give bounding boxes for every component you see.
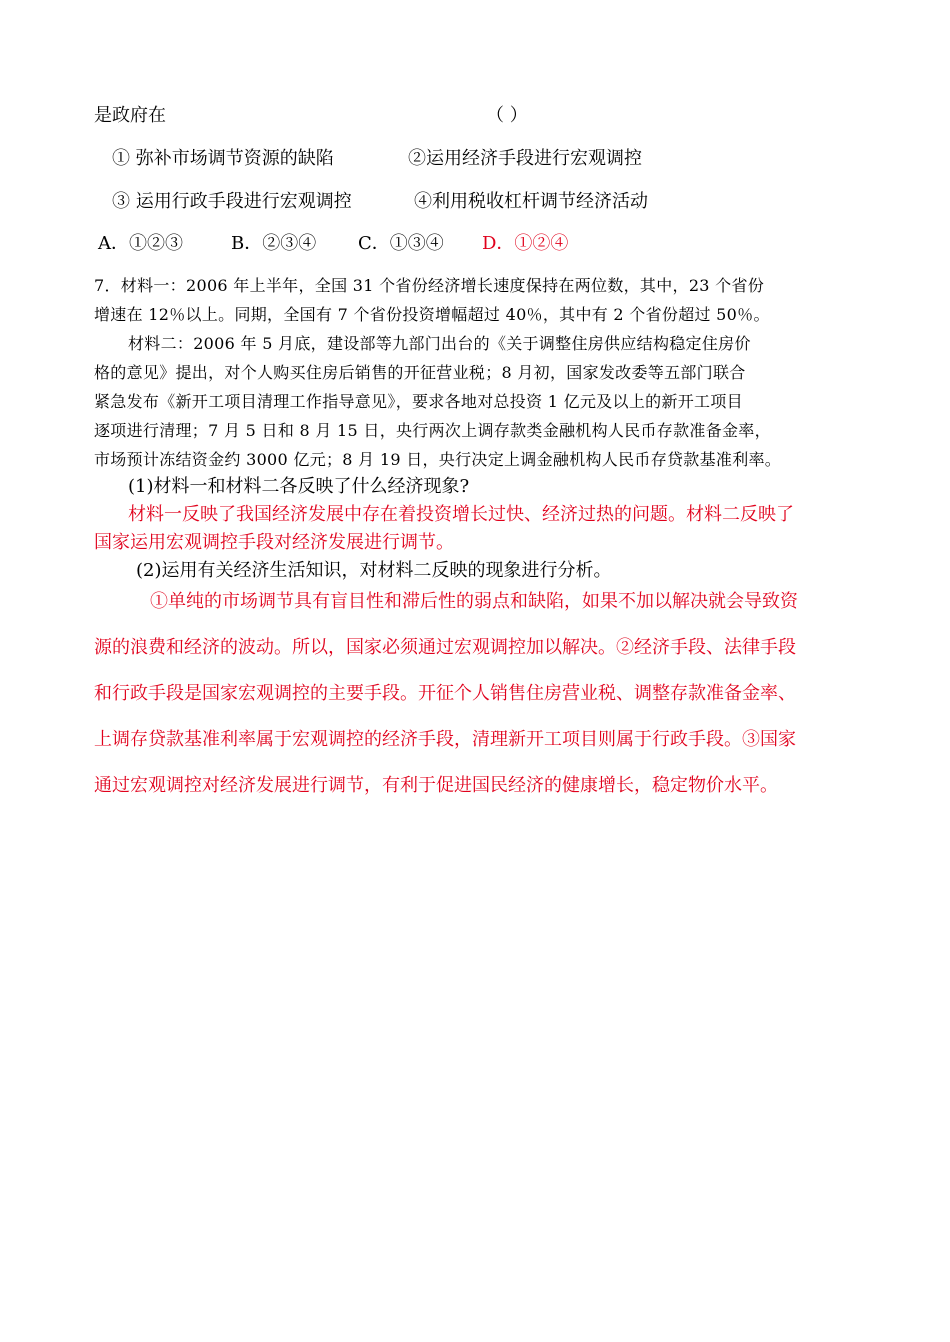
q7-sub2-answer-line-5: 通过宏观调控对经济发展进行调节，有利于促进国民经济的健康增长，稳定物价水平。: [94, 775, 778, 796]
q7-material1-line-1: 7．材料一：2006 年上半年，全国 31 个省份经济增长速度保持在两位数，其中，23 个省份: [94, 276, 765, 295]
q7-sub2-answer-line-2: 源的浪费和经济的波动。所以，国家必须通过宏观调控加以解决。②经济手段、法律手段: [94, 637, 796, 658]
q7-sub1-answer-line-1: 材料一反映了我国经济发展中存在着投资增长过快、经济过热的问题。材料二反映了: [128, 504, 794, 525]
q7-sub2-answer-line-1: ①单纯的市场调节具有盲目性和滞后性的弱点和缺陷，如果不加以解决就会导致资: [150, 591, 798, 612]
q7-material2-line-1: 材料二：2006 年 5 月底，建设部等九部门出台的《关于调整住房供应结构稳定住房价: [128, 334, 751, 353]
q6-option-4: ④利用税收杠杆调节经济活动: [414, 191, 648, 212]
q7-material2-line-4: 逐项进行清理；7 月 5 日和 8 月 15 日，央行两次上调存款类金融机构人民币存款准备金率，: [94, 421, 771, 440]
q6-stem-end: 是政府在: [94, 105, 166, 126]
q6-choice-d-correct: D．①②④: [482, 233, 569, 254]
q7-sub2-question: (2)运用有关经济生活知识，对材料二反映的现象进行分析。: [136, 560, 612, 581]
q6-choice-c: C．①③④: [358, 233, 444, 254]
q7-sub1-answer-line-2: 国家运用宏观调控手段对经济发展进行调节。: [94, 532, 454, 553]
q6-choice-b: B．②③④: [231, 233, 317, 254]
q7-sub2-answer-line-3: 和行政手段是国家宏观调控的主要手段。开征个人销售住房营业税、调整存款准备金率、: [94, 683, 796, 704]
q7-sub1-question: (1)材料一和材料二各反映了什么经济现象?: [128, 476, 470, 497]
q6-option-2: ②运用经济手段进行宏观调控: [408, 148, 642, 169]
q7-material2-line-5: 市场预计冻结资金约 3000 亿元；8 月 19 日，央行决定上调金融机构人民币存贷款基准利率。: [94, 450, 782, 469]
q7-material2-line-2: 格的意见》提出，对个人购买住房后销售的开征营业税；8 月初，国家发改委等五部门联合: [94, 363, 746, 382]
q7-material1-line-2: 增速在 12％以上。同期，全国有 7 个省份投资增幅超过 40％，其中有 2 个省份超过 50％。: [94, 305, 770, 324]
q7-material2-line-3: 紧急发布《新开工项目清理工作指导意见》，要求各地对总投资 1 亿元及以上的新开工项目: [94, 392, 743, 411]
q6-option-1: ① 弥补市场调节资源的缺陷: [112, 148, 334, 169]
q7-sub2-answer-line-4: 上调存贷款基准利率属于宏观调控的经济手段，清理新开工项目则属于行政手段。③国家: [94, 729, 796, 750]
q6-choice-a: A．①②③: [98, 233, 183, 254]
q6-answer-paren: （ ）: [486, 105, 528, 126]
q6-option-3: ③ 运用行政手段进行宏观调控: [112, 191, 352, 212]
